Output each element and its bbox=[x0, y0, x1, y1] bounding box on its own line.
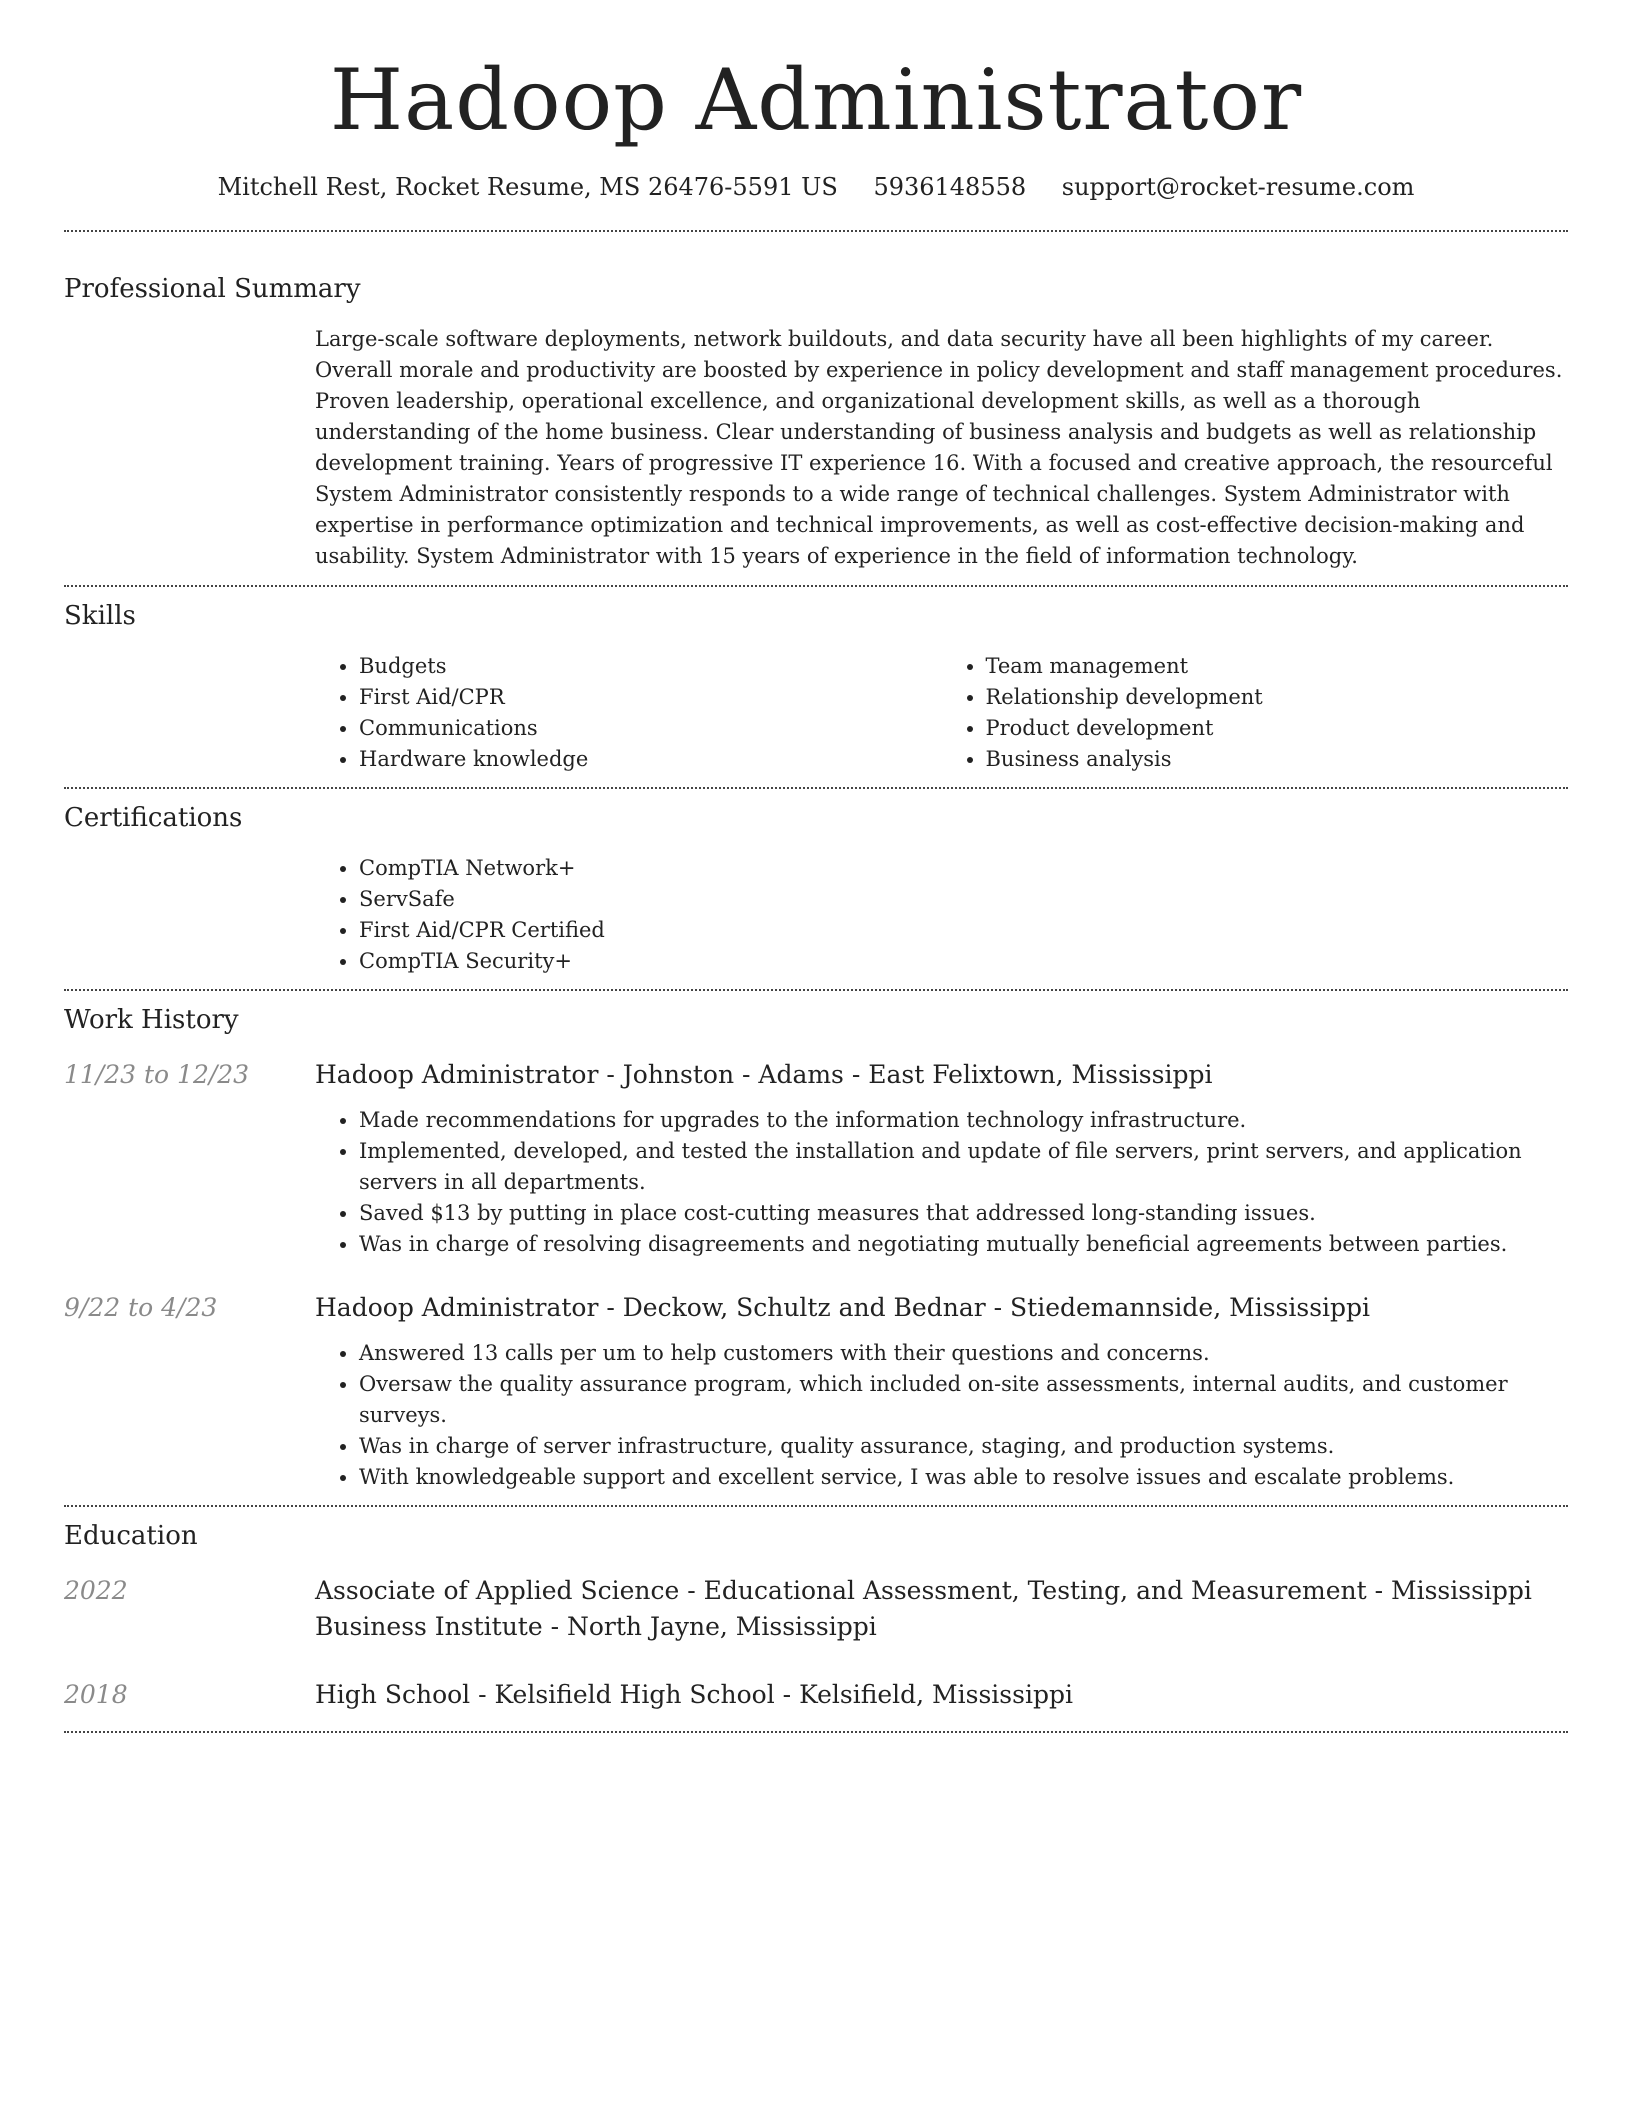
education-text: Associate of Applied Science - Educational Assessment, Testing, and Measurement - Mississippi Business Institute - North Jayne, Mississippi bbox=[315, 1576, 1532, 1641]
certifications-body bbox=[315, 853, 1568, 977]
summary-section bbox=[64, 232, 1568, 572]
certifications-heading: Certifications bbox=[64, 803, 243, 833]
education-entry bbox=[64, 1677, 1568, 1713]
job-bullet: • Made recommendations for upgrades to the information technology infrastructure. bbox=[359, 1105, 1568, 1136]
education-heading: Education bbox=[64, 1521, 198, 1551]
certification-item: • CompTIA Network+ bbox=[359, 853, 1568, 884]
job-bullets bbox=[315, 1105, 1568, 1260]
work-heading: Work History bbox=[64, 1005, 239, 1035]
resume-page bbox=[64, 0, 1568, 1733]
certification-item: • CompTIA Security+ bbox=[359, 946, 1568, 977]
skill-item: • Team management bbox=[986, 651, 1569, 682]
contact-address: Mitchell Rest, Rocket Resume, MS 26476-5591 US bbox=[217, 173, 838, 201]
job-title: Hadoop Administrator - Deckow, Schultz and Bednar - Stiedemannside, Mississippi bbox=[315, 1293, 1371, 1322]
certifications-section bbox=[64, 789, 1568, 977]
education-section bbox=[64, 1507, 1568, 1713]
divider bbox=[64, 1731, 1568, 1733]
skill-item: • First Aid/CPR bbox=[359, 682, 942, 713]
education-text: High School - Kelsifield High School - Kelsifield, Mississippi bbox=[315, 1680, 1073, 1709]
skills-section bbox=[64, 587, 1568, 775]
job-bullet: • Implemented, developed, and tested the installation and update of file servers, print servers, and application servers in all departments. bbox=[359, 1136, 1568, 1198]
skill-item: • Communications bbox=[359, 713, 942, 744]
summary-text: Large-scale software deployments, network buildouts, and data security have all been highlights of my career. Overall morale and productivity are boosted by experience in policy development and staff management procedures. Proven leadership, operational excellence, and organizational development skills, as well as a thorough understanding of the home business. Clear understanding of business analysis and budgets as well as relationship development training. Years of progressive IT experience 16. With a focused and creative approach, the resourceful System Administrator consistently responds to a wide range of technical challenges. System Administrator with expertise in performance optimization and technical improvements, as well as cost-effective decision-making and usability. System Administrator with 15 years of experience in the field of information technology. bbox=[315, 327, 1563, 568]
skills-list-right bbox=[942, 651, 1569, 775]
job-body bbox=[315, 1290, 1568, 1493]
certification-item: • ServSafe bbox=[359, 884, 1568, 915]
certifications-list bbox=[315, 853, 1568, 977]
job-entry bbox=[64, 1057, 1568, 1260]
job-entry bbox=[64, 1290, 1568, 1493]
skill-item: • Business analysis bbox=[986, 744, 1569, 775]
job-dates: 11/23 to 12/23 bbox=[64, 1060, 250, 1089]
education-year: 2018 bbox=[64, 1680, 128, 1709]
skills-heading: Skills bbox=[64, 601, 136, 631]
contact-email: support@rocket-resume.com bbox=[1061, 173, 1415, 201]
education-year: 2022 bbox=[64, 1576, 128, 1605]
contact-phone: 5936148558 bbox=[873, 173, 1027, 201]
summary-heading: Professional Summary bbox=[64, 274, 361, 304]
skills-list-left bbox=[315, 651, 942, 775]
contact-line bbox=[64, 170, 1568, 204]
job-dates: 9/22 to 4/23 bbox=[64, 1293, 218, 1322]
job-bullet: • Answered 13 calls per um to help customers with their questions and concerns. bbox=[359, 1338, 1568, 1369]
certification-item: • First Aid/CPR Certified bbox=[359, 915, 1568, 946]
education-entry bbox=[64, 1573, 1568, 1645]
job-bullet: • Was in charge of server infrastructure, quality assurance, staging, and production systems. bbox=[359, 1431, 1568, 1462]
resume-name: Hadoop Administrator bbox=[329, 51, 1303, 149]
job-title: Hadoop Administrator - Johnston - Adams - East Felixtown, Mississippi bbox=[315, 1060, 1213, 1089]
skills-grid bbox=[315, 651, 1568, 775]
job-bullet: • Was in charge of resolving disagreements and negotiating mutually beneficial agreements between parties. bbox=[359, 1229, 1568, 1260]
skill-item: • Relationship development bbox=[986, 682, 1569, 713]
job-body bbox=[315, 1057, 1568, 1260]
skill-item: • Hardware knowledge bbox=[359, 744, 942, 775]
job-bullet: • Saved $13 by putting in place cost-cutting measures that addressed long-standing issues. bbox=[359, 1198, 1568, 1229]
skill-item: • Budgets bbox=[359, 651, 942, 682]
job-bullets bbox=[315, 1338, 1568, 1493]
work-section bbox=[64, 991, 1568, 1493]
skill-item: • Product development bbox=[986, 713, 1569, 744]
job-bullet: • With knowledgeable support and excellent service, I was able to resolve issues and escalate problems. bbox=[359, 1462, 1568, 1493]
job-bullet: • Oversaw the quality assurance program, which included on-site assessments, internal audits, and customer surveys. bbox=[359, 1369, 1568, 1431]
